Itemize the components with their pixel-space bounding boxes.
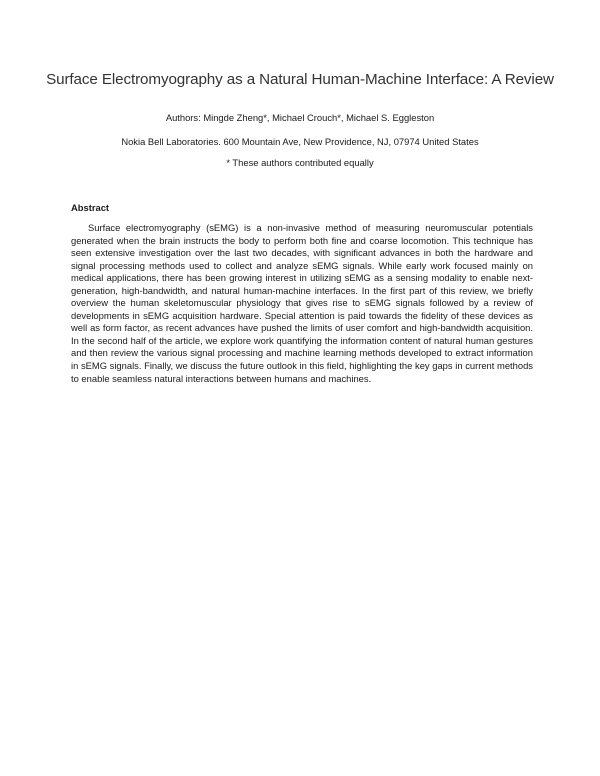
author-list: Authors: Mingde Zheng*, Michael Crouch*, Michael S. Eggleston [165, 112, 435, 123]
abstract-text: Surface electromyography (sEMG) is a non-invasive method of measuring neuromuscular potentials generated when the brain instructs the body to perform both fine and coarse locomotion. This technique has seen extensive investigation over the last two decades, with significant advances in both the hardware and signal processing methods used to collect and analyze sEMG signals. While early work focused mainly on medical applications, there has been growing interest in utilizing sEMG as a sensing modality to enable next-generation, high-bandwidth, and natural human-machine interfaces. In the first part of this review, we briefly overview the human skeletomuscular physiology that gives rise to sEMG signals followed by a review of developments in sEMG acquisition hardware. Special attention is paid towards the fidelity of these devices as well as form factor, as recent advances have pushed the limits of user comfort and high-bandwidth acquisition. In the second half of the article, we explore work quantifying the information content of natural human gestures and then review the various signal processing and machine learning methods developed to extract information in sEMG signals. Finally, we discuss the future outlook in this field, highlighting the key gaps in current methods to enable seamless natural interactions between humans and machines. [71, 222, 533, 384]
equal-contribution-note: * These authors contributed equally [226, 157, 374, 168]
abstract-heading: Abstract [71, 202, 110, 213]
affiliation: Nokia Bell Laboratories. 600 Mountain Ave, New Providence, NJ, 07974 United States [121, 136, 479, 147]
paper-title: Surface Electromyography as a Natural Human-Machine Interface: A Review [46, 71, 554, 88]
